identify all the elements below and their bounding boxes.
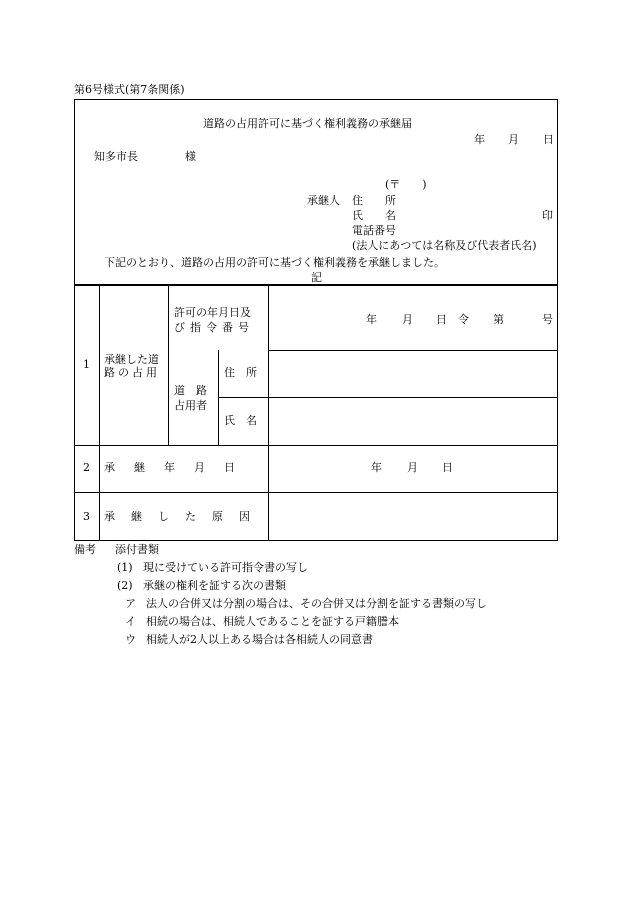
- remark-item1: 現に受けている許可指令書の写し: [143, 561, 308, 574]
- row-number: 3: [83, 510, 90, 523]
- phone-label: 電話番号: [352, 224, 396, 237]
- permit-dai: 第: [493, 313, 504, 326]
- succession-day: 日: [442, 461, 453, 474]
- successor-label: 承継人: [307, 194, 340, 207]
- date-year: 年: [474, 133, 485, 146]
- permit-rei: 令: [458, 313, 469, 326]
- row-divider: [74, 492, 558, 493]
- remark-sub-a: 法人の合併又は分割の場合は、その合併又は分割を証する書類の写し: [146, 597, 487, 610]
- detail-table: [74, 285, 558, 541]
- remark-sub-a-mark: ア: [125, 597, 136, 610]
- occupant-label-line2: 占用者: [174, 399, 207, 412]
- remark-sub-u: 相続人が2人以上ある場合は各相続人の同意書: [146, 633, 373, 646]
- succession-year: 年: [371, 461, 382, 474]
- row-divider: [218, 397, 558, 398]
- permit-day: 日: [436, 313, 447, 326]
- row2-label: 承継年月日: [104, 461, 254, 474]
- permit-month: 月: [402, 313, 413, 326]
- occupant-name-label: 氏 名: [224, 414, 257, 427]
- ki-mark: 記: [311, 271, 322, 284]
- row-number: 2: [83, 461, 90, 474]
- remark-item2: 承継の権利を証する次の書類: [143, 579, 286, 592]
- address-label: 住 所: [352, 194, 396, 207]
- remarks-heading: 備考: [74, 543, 96, 556]
- addressee: 知多市長: [94, 150, 138, 163]
- row-divider: [268, 350, 558, 351]
- remark-sub-i-mark: イ: [125, 615, 136, 628]
- permit-label-line2: び指令番号: [174, 321, 254, 334]
- form-label: 第6号様式(第7条関係): [74, 83, 185, 96]
- statement: 下記のとおり、道路の占用の許可に基づく権利義務を承継しました。: [104, 256, 445, 269]
- remarks-attach: 添付書類: [115, 543, 159, 556]
- corp-note: (法人にあつては名称及び代表者氏名): [352, 239, 537, 252]
- row1-label-line1: [104, 351, 164, 367]
- date-day: 日: [543, 133, 554, 146]
- col-divider: [218, 350, 219, 445]
- remark-item2-no: (2): [117, 579, 133, 592]
- permit-label-line1: 許可の年月日及: [174, 306, 251, 319]
- postal-code: (〒 ): [385, 178, 427, 191]
- row-number: 1: [83, 358, 90, 371]
- row1-label-line2: 路の占用: [104, 366, 160, 379]
- form-title: 道路の占用許可に基づく権利義務の承継届: [203, 117, 412, 130]
- seal-mark: 印: [542, 209, 553, 222]
- date-month: 月: [508, 133, 519, 146]
- remark-sub-u-mark: ウ: [125, 633, 136, 646]
- row-divider: [74, 445, 558, 446]
- occupant-label-line1: 道 路: [174, 384, 207, 397]
- honorific: 様: [185, 150, 196, 163]
- remark-sub-i: 相続の場合は、相続人であることを証する戸籍謄本: [146, 615, 399, 628]
- name-label: 氏 名: [352, 209, 396, 222]
- row3-label: 承継した原因: [104, 510, 266, 523]
- col-divider: [99, 285, 100, 541]
- row1-label-text: 承継した道: [104, 353, 159, 366]
- col-divider: [268, 285, 269, 541]
- remark-item1-no: (1): [117, 561, 133, 574]
- occupant-address-label: 住 所: [224, 366, 257, 379]
- succession-month: 月: [407, 461, 418, 474]
- permit-year: 年: [366, 313, 377, 326]
- col-divider: [168, 285, 169, 445]
- permit-gou: 号: [542, 313, 553, 326]
